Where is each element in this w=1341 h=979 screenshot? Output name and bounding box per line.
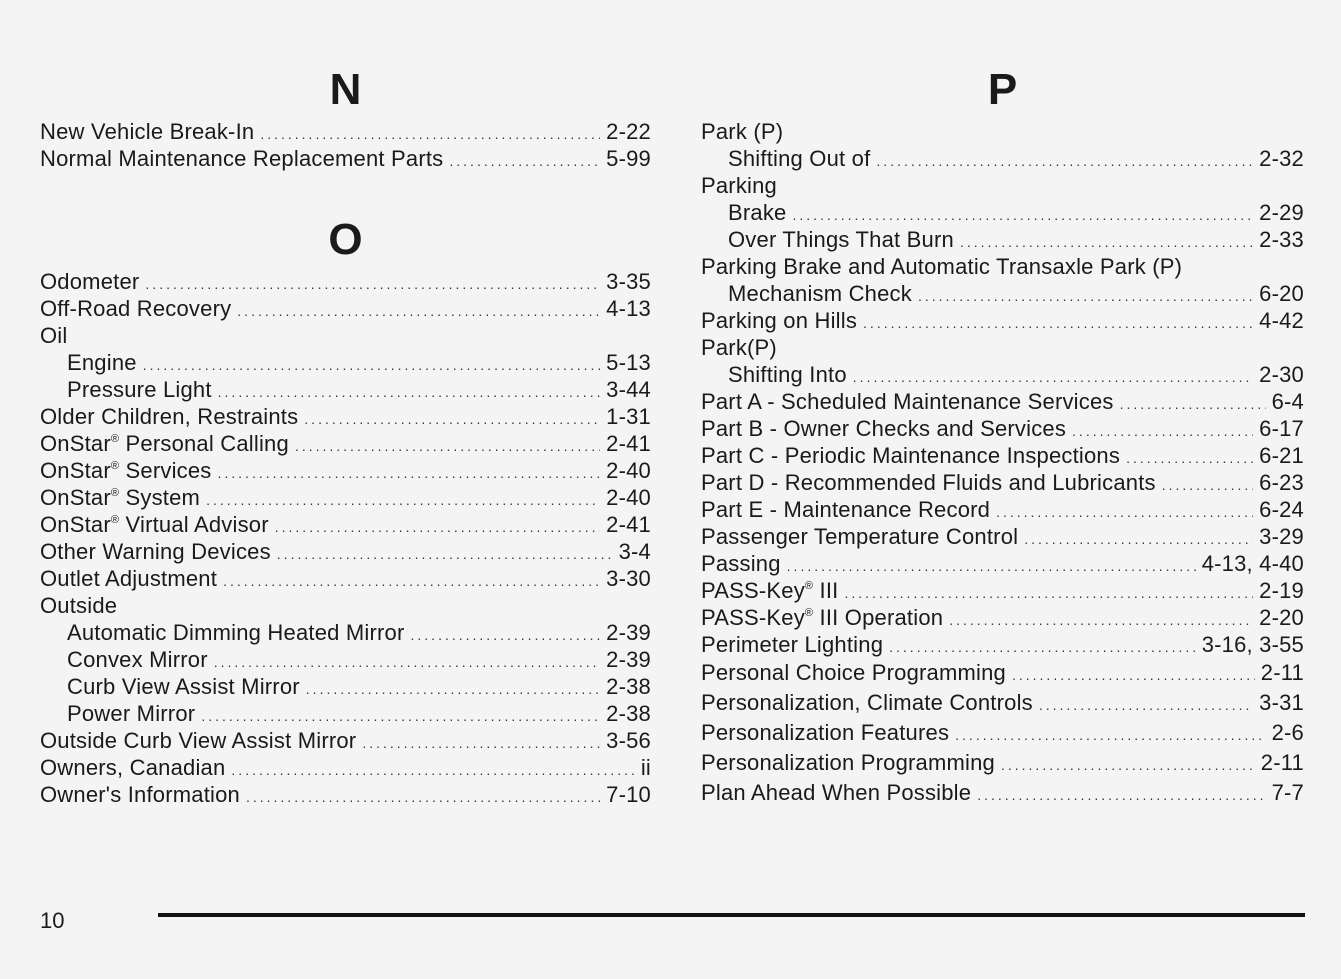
entry-term-rest: Services: [125, 458, 212, 483]
entry-term: Odometer: [40, 269, 140, 294]
entry-page: ii: [640, 755, 651, 780]
entry-term: Normal Maintenance Replacement Parts: [40, 146, 444, 171]
index-entry: [40, 145, 651, 172]
index-heading-entry: [701, 172, 1304, 199]
index-subentry: [701, 145, 1304, 172]
dot-leader: [411, 622, 601, 649]
entry-page: 6-20: [1259, 281, 1304, 306]
registered-mark: ®: [804, 580, 814, 592]
entry-term: Part B - Owner Checks and Services: [701, 416, 1067, 441]
entry-term: Park(P): [701, 335, 777, 360]
dot-leader: [260, 121, 600, 148]
entry-term: Brake: [728, 200, 787, 225]
dot-leader: [1126, 445, 1253, 472]
entry-term: Power Mirror: [67, 701, 196, 726]
entry-term: Off-Road Recovery: [40, 296, 232, 321]
dot-leader: [1039, 690, 1253, 720]
entry-page: 2-29: [1259, 200, 1304, 225]
dot-leader: [1001, 750, 1255, 780]
index-subentry: [701, 199, 1304, 226]
index-heading-entry: [40, 592, 651, 619]
entry-term: New Vehicle Break-In: [40, 119, 255, 144]
dot-leader: [306, 676, 600, 703]
entry-term-brand: OnStar: [40, 458, 111, 483]
registered-mark: ®: [804, 607, 814, 619]
index-entry: [701, 307, 1304, 334]
dot-leader: [223, 568, 600, 595]
dot-leader: [237, 298, 600, 325]
entry-page: 2-32: [1259, 146, 1304, 171]
entry-page: 3-44: [606, 377, 651, 402]
entry-term: [40, 511, 269, 538]
dot-leader: [876, 148, 1253, 175]
index-entry: [40, 511, 651, 538]
index-entry: [40, 781, 651, 808]
index-entry: [701, 388, 1304, 415]
dot-leader: [792, 202, 1253, 229]
entry-page: 5-13: [606, 350, 651, 375]
index-subentry: [40, 700, 651, 727]
entry-term-brand: PASS-Key: [701, 578, 805, 603]
index-entry: [701, 442, 1304, 469]
index-heading-entry: [701, 253, 1304, 280]
dot-leader: [996, 499, 1253, 526]
index-column-left: [40, 62, 651, 848]
entry-term: Part E - Maintenance Record: [701, 497, 991, 522]
index-heading-entry: [701, 334, 1304, 361]
entry-term: Parking Brake and Automatic Transaxle Park (P): [701, 254, 1183, 279]
section-letter-p: P: [987, 65, 1018, 114]
entry-page: 2-22: [606, 119, 651, 144]
entry-page: 4-13, 4-40: [1201, 551, 1304, 576]
entry-page: 2-20: [1259, 605, 1304, 630]
index-entry: [40, 295, 651, 322]
section-letter-o: O: [328, 215, 363, 264]
entry-page: 6-4: [1271, 389, 1304, 414]
dot-leader: [1072, 418, 1253, 445]
index-subentry: [701, 361, 1304, 388]
index-subentry: [40, 673, 651, 700]
entry-page: 2-39: [606, 647, 651, 672]
index-entry: [701, 748, 1304, 778]
index-subentry: [40, 376, 651, 403]
dot-leader: [214, 649, 600, 676]
entry-page: 2-11: [1260, 660, 1304, 685]
index-subentry: [40, 349, 651, 376]
entry-page: 7-7: [1271, 780, 1304, 805]
entry-page: 2-40: [606, 458, 651, 483]
entry-term: Owner's Information: [40, 782, 240, 807]
entry-term-rest: III: [819, 578, 839, 603]
entry-term: Shifting Out of: [728, 146, 871, 171]
index-entry: [701, 631, 1304, 658]
index-entry: [40, 565, 651, 592]
page-number: 10: [40, 908, 65, 933]
section-o-list: [40, 268, 651, 808]
entry-term: Park (P): [701, 119, 784, 144]
entry-term: Personalization Features: [701, 720, 950, 745]
index-entry: [701, 688, 1304, 718]
entry-term-brand: OnStar: [40, 512, 111, 537]
registered-mark: ®: [110, 487, 120, 499]
entry-term: Outlet Adjustment: [40, 566, 218, 591]
dot-leader: [231, 757, 634, 784]
index-section-n: [40, 62, 651, 172]
index-entry: [701, 718, 1304, 748]
index-entry: [701, 604, 1304, 631]
footer-rule: [158, 913, 1305, 917]
entry-term: Automatic Dimming Heated Mirror: [67, 620, 405, 645]
dot-leader: [918, 283, 1253, 310]
entry-term: Part D - Recommended Fluids and Lubricants: [701, 470, 1156, 495]
entry-term: [40, 484, 200, 511]
dot-leader: [889, 634, 1196, 661]
entry-term: Personal Choice Programming: [701, 660, 1006, 685]
entry-term: Passing: [701, 551, 781, 576]
entry-term-rest: System: [125, 485, 201, 510]
index-entry: [701, 496, 1304, 523]
registered-mark: ®: [110, 514, 120, 526]
dot-leader: [145, 271, 600, 298]
index-section-p: [701, 62, 1304, 808]
entry-term: [701, 577, 838, 604]
index-entry: [40, 118, 651, 145]
entry-term: Part C - Periodic Maintenance Inspections: [701, 443, 1121, 468]
index-heading-entry: [40, 322, 651, 349]
dot-leader: [949, 607, 1253, 634]
index-entry: [701, 778, 1304, 808]
entry-page: 2-38: [606, 701, 651, 726]
registered-mark: ®: [110, 460, 120, 472]
index-entry: [40, 754, 651, 781]
entry-page: 4-42: [1259, 308, 1304, 333]
entry-term: Owners, Canadian: [40, 755, 226, 780]
entry-term: Convex Mirror: [67, 647, 208, 672]
entry-page: 3-29: [1259, 524, 1304, 549]
entry-page: 5-99: [606, 146, 651, 171]
dot-leader: [787, 553, 1196, 580]
dot-leader: [295, 433, 600, 460]
index-entry: [701, 550, 1304, 577]
entry-term: Perimeter Lighting: [701, 632, 884, 657]
entry-term: Over Things That Burn: [728, 227, 954, 252]
entry-page: 2-30: [1259, 362, 1304, 387]
index-subentry: [40, 619, 651, 646]
dot-leader: [977, 780, 1265, 810]
dot-leader: [143, 352, 600, 379]
entry-term: Passenger Temperature Control: [701, 524, 1019, 549]
entry-term-brand: OnStar: [40, 485, 111, 510]
entry-page: 2-38: [606, 674, 651, 699]
entry-term-rest: III Operation: [819, 605, 944, 630]
index-column-right: [701, 62, 1304, 848]
index-subentry: [701, 280, 1304, 307]
index-entry: [701, 469, 1304, 496]
entry-term: Pressure Light: [67, 377, 212, 402]
entry-term: Parking: [701, 173, 777, 198]
entry-term-brand: PASS-Key: [701, 605, 805, 630]
entry-page: 2-11: [1260, 750, 1304, 775]
entry-page: 6-21: [1259, 443, 1304, 468]
dot-leader: [246, 784, 600, 811]
entry-term-rest: Personal Calling: [125, 431, 289, 456]
dot-leader: [206, 487, 600, 514]
index-heading-entry: [701, 118, 1304, 145]
entry-page: 2-40: [606, 485, 651, 510]
index-entry: [40, 484, 651, 511]
dot-leader: [304, 406, 600, 433]
entry-term: [701, 604, 943, 631]
index-subentry: [40, 646, 651, 673]
entry-page: 3-35: [606, 269, 651, 294]
entry-page: 7-10: [606, 782, 651, 807]
dot-leader: [1162, 472, 1253, 499]
dot-leader: [844, 580, 1253, 607]
section-p-list: [701, 118, 1304, 808]
entry-term: Engine: [67, 350, 137, 375]
entry-page: 3-31: [1259, 690, 1304, 715]
index-entry: [701, 658, 1304, 688]
entry-term: Shifting Into: [728, 362, 847, 387]
section-n-list: [40, 118, 651, 172]
dot-leader: [1024, 526, 1253, 553]
entry-term-rest: Virtual Advisor: [125, 512, 269, 537]
dot-leader: [277, 541, 613, 568]
entry-term: Other Warning Devices: [40, 539, 271, 564]
entry-term: Older Children, Restraints: [40, 404, 299, 429]
dot-leader: [449, 148, 600, 175]
index-entry: [40, 457, 651, 484]
index-entry: [40, 268, 651, 295]
entry-page: 3-56: [606, 728, 651, 753]
dot-leader: [275, 514, 600, 541]
entry-term: Oil: [40, 323, 68, 348]
section-letter-n: N: [329, 65, 362, 114]
entry-page: 4-13: [606, 296, 651, 321]
entry-term: Parking on Hills: [701, 308, 858, 333]
index-entry: [40, 727, 651, 754]
index-entry: [40, 538, 651, 565]
entry-term: Personalization, Climate Controls: [701, 690, 1033, 715]
index-subentry: [701, 226, 1304, 253]
dot-leader: [362, 730, 600, 757]
entry-page: 3-4: [618, 539, 651, 564]
entry-page: 2-39: [606, 620, 651, 645]
entry-page: 3-16, 3-55: [1201, 632, 1304, 657]
dot-leader: [853, 364, 1253, 391]
entry-term-brand: OnStar: [40, 431, 111, 456]
entry-term: Outside: [40, 593, 118, 618]
entry-page: 3-30: [606, 566, 651, 591]
dot-leader: [1012, 660, 1255, 690]
entry-term: Mechanism Check: [728, 281, 912, 306]
entry-page: 2-41: [606, 431, 651, 456]
entry-page: 2-33: [1259, 227, 1304, 252]
entry-page: 2-19: [1259, 578, 1304, 603]
entry-term: Curb View Assist Mirror: [67, 674, 300, 699]
entry-page: 1-31: [606, 404, 651, 429]
dot-leader: [955, 720, 1265, 750]
entry-term: Plan Ahead When Possible: [701, 780, 972, 805]
entry-term: Outside Curb View Assist Mirror: [40, 728, 357, 753]
dot-leader: [1120, 391, 1266, 418]
index-section-o: [40, 212, 651, 808]
dot-leader: [218, 379, 601, 406]
registered-mark: ®: [110, 433, 120, 445]
entry-page: 6-17: [1259, 416, 1304, 441]
dot-leader: [201, 703, 600, 730]
dot-leader: [218, 460, 601, 487]
index-entry: [40, 430, 651, 457]
entry-page: 2-6: [1271, 720, 1304, 745]
entry-term: [40, 430, 289, 457]
entry-term: Part A - Scheduled Maintenance Services: [701, 389, 1114, 414]
index-entry: [701, 523, 1304, 550]
dot-leader: [960, 229, 1253, 256]
dot-leader: [863, 310, 1253, 337]
index-entry: [701, 577, 1304, 604]
entry-page: 6-24: [1259, 497, 1304, 522]
entry-term: [40, 457, 212, 484]
entry-term: Personalization Programming: [701, 750, 995, 775]
entry-page: 2-41: [606, 512, 651, 537]
index-entry: [40, 403, 651, 430]
index-entry: [701, 415, 1304, 442]
entry-page: 6-23: [1259, 470, 1304, 495]
